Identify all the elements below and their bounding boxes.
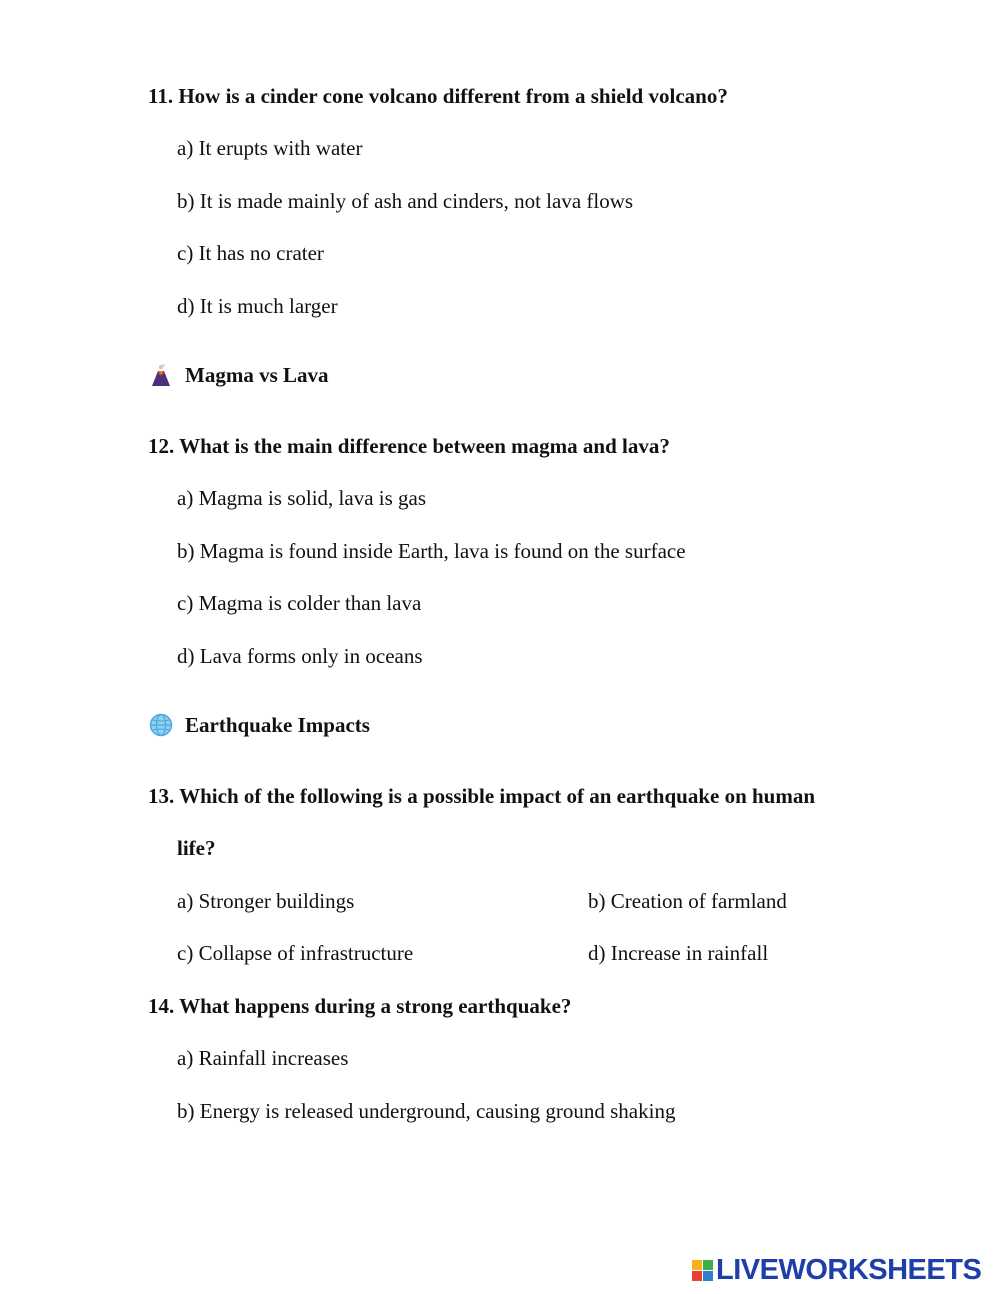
question-11: 11. How is a cinder cone volcano different from a shield volcano? xyxy=(148,84,728,108)
section-heading-earthquake-impacts xyxy=(148,712,370,738)
question-14: 14. What happens during a strong earthquake? xyxy=(148,994,572,1018)
question-11-option-b: b) It is made mainly of ash and cinders, not lava flows xyxy=(177,189,634,213)
question-11-option-d: d) It is much larger xyxy=(177,294,338,318)
question-12: 12. What is the main difference between magma and lava? xyxy=(148,434,670,458)
question-13-continuation: life? xyxy=(177,836,216,860)
question-13-option-a: a) Stronger buildings xyxy=(177,889,355,913)
question-12-option-d: d) Lava forms only in oceans xyxy=(177,644,423,668)
question-12-option-b: b) Magma is found inside Earth, lava is found on the surface xyxy=(177,539,686,563)
section-heading-magma-vs-lava xyxy=(148,362,329,388)
question-12-option-c: c) Magma is colder than lava xyxy=(177,591,422,615)
liveworksheets-logo-icon xyxy=(692,1258,714,1282)
section-title: Magma vs Lava xyxy=(185,363,329,387)
logo-text: LIVEWORKSHEETS xyxy=(716,1253,982,1286)
question-11-option-c: c) It has no crater xyxy=(177,241,324,265)
liveworksheets-logo[interactable] xyxy=(692,1253,981,1287)
question-12-option-a: a) Magma is solid, lava is gas xyxy=(177,486,427,510)
question-11-option-a: a) It erupts with water xyxy=(177,136,363,160)
volcano-icon xyxy=(148,362,174,388)
question-13-option-c: c) Collapse of infrastructure xyxy=(177,941,414,965)
question-14-option-a: a) Rainfall increases xyxy=(177,1046,349,1070)
question-13-option-d: d) Increase in rainfall xyxy=(588,941,769,965)
question-14-option-b: b) Energy is released underground, causing ground shaking xyxy=(177,1099,676,1123)
section-title: Earthquake Impacts xyxy=(185,713,370,737)
question-13: 13. Which of the following is a possible impact of an earthquake on human xyxy=(148,784,816,808)
globe-icon xyxy=(148,712,174,738)
question-13-option-b: b) Creation of farmland xyxy=(588,889,787,913)
